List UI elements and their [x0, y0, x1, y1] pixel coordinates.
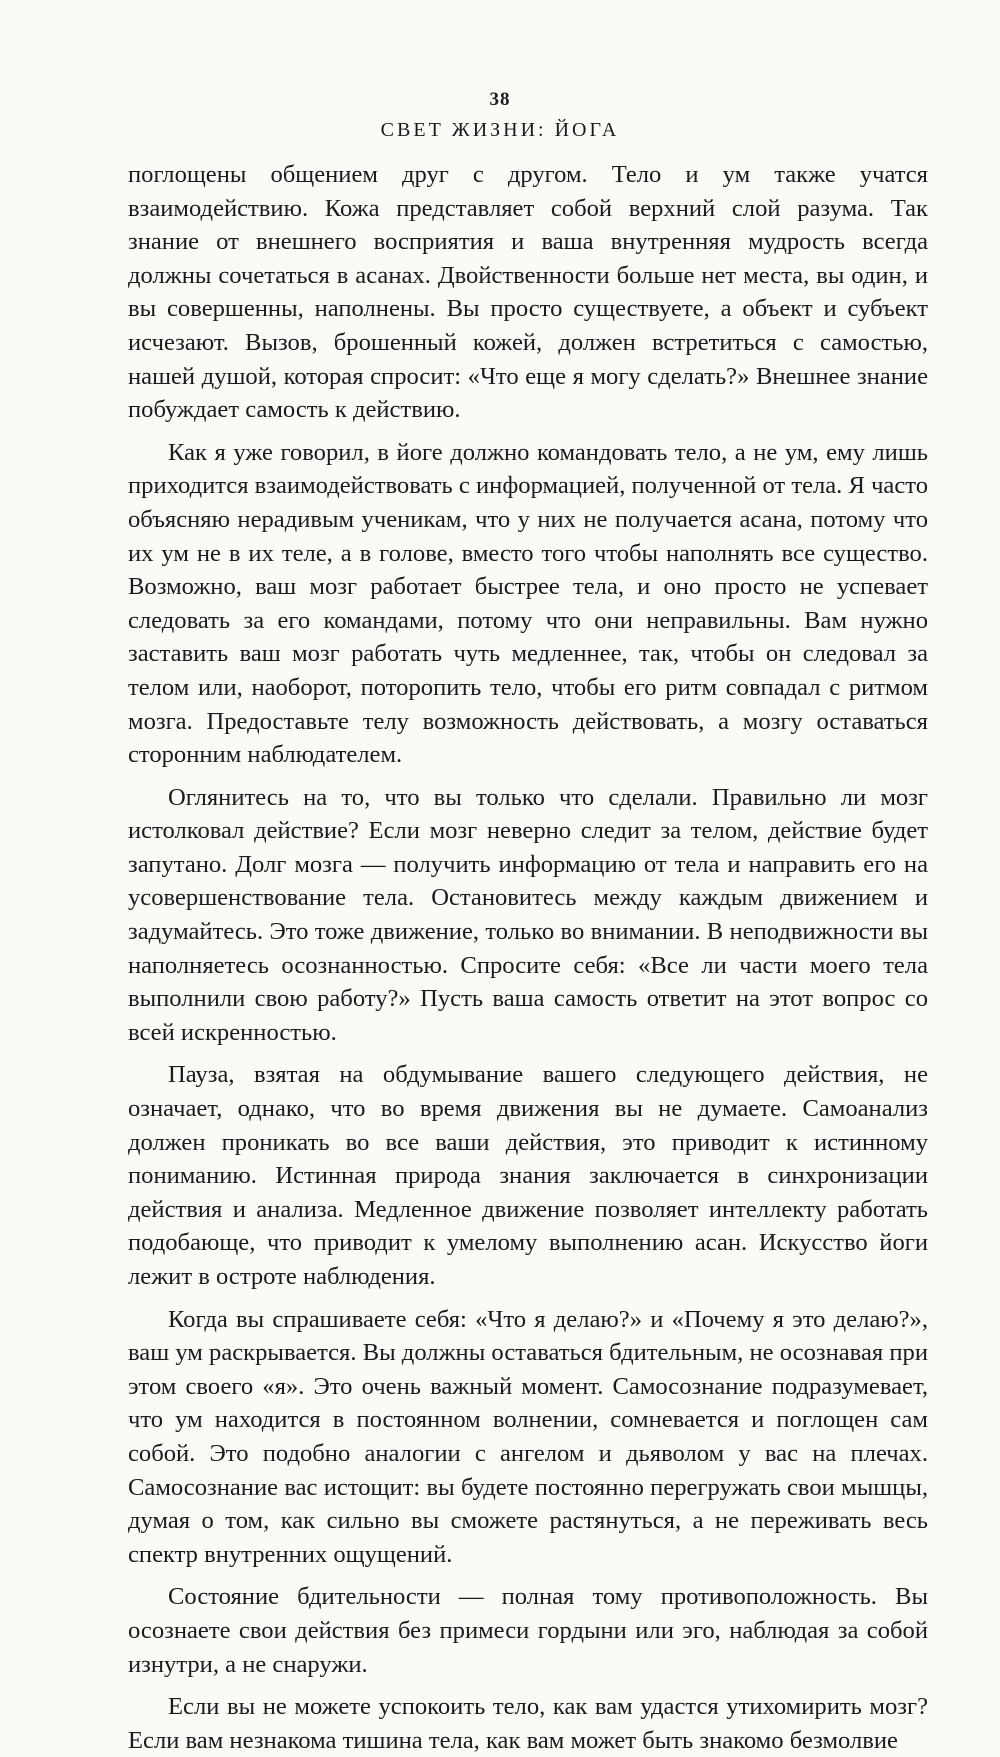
- paragraph-6: Состояние бдительности — полная тому противоположность. Вы осознаете свои действия без примеси гордыни или эго, наблюдая за собой изнутри, а не снаружи.: [128, 1583, 928, 1678]
- body-text: [128, 158, 928, 1757]
- page-header: [0, 86, 1000, 144]
- paragraph-5: Когда вы спрашиваете себя: «Что я делаю?» и «Почему я это делаю?», ваш ум раскрывается. Вы должны оставаться бдительным, не осознавая при этом своего «я». Это очень важный момент. Самосознание подразумевает, что ум находится в постоянном волнении, сомневается и поглощен сам собой. Это подобно аналогии с ангелом и дьяволом у вас на плечах. Самосознание вас истощит: вы будете постоянно перегружать свои мышцы, думая о том, как сильно вы сможете растянуться, а не переживать весь спектр внутренних ощущений.: [128, 1305, 928, 1568]
- paragraph-4: Пауза, взятая на обдумывание вашего следующего действия, не означает, однако, что во время движения вы не думаете. Самоанализ должен проникать во все ваши действия, это приводит к истинному пониманию. Истинная природа знания заключается в синхронизации действия и анализа. Медленное движение позволяет интеллекту работать подобающе, что приводит к умелому выполнению асан. Искусство йоги лежит в остроте наблюдения.: [128, 1061, 928, 1290]
- paragraph-1: поглощены общением друг с другом. Тело и ум также учатся взаимодействию. Кожа представляет собой верхний слой разума. Так знание от внешнего восприятия и ваша внутренняя мудрость всегда должны сочетаться в асанах. Двойственности больше нет места, вы один, и вы совершенны, наполнены. Вы просто существуете, а объект и субъект исчезают. Вызов, брошенный кожей, должен встретиться с самостью, нашей душой, которая спросит: «Что еще я могу сделать?» Внешнее знание побуждает самость к действию.: [128, 161, 928, 424]
- paragraph-2: Как я уже говорил, в йоге должно командовать тело, а не ум, ему лишь приходится взаимодействовать с информацией, полученной от тела. Я часто объясняю нерадивым ученикам, что у них не получается асана, потому что их ум не в их теле, а в голове, вместо того чтобы наполнять все существо. Возможно, ваш мозг работает быстрее тела, и оно просто не успевает следовать за его командами, потому что они неправильны. Вам нужно заставить ваш мозг работать чуть медленнее, так, чтобы он следовал за телом или, наоборот, поторопить тело, чтобы его ритм совпадал с ритмом мозга. Предоставьте телу возможность действовать, а мозгу оставаться сторонним наблюдателем.: [128, 438, 928, 769]
- page-number: 38: [489, 89, 511, 110]
- running-title: СВЕТ ЖИЗНИ: ЙОГА: [380, 119, 620, 141]
- paragraph-7: Если вы не можете успокоить тело, как вам удастся утихомирить мозг? Если вам незнакома тишина тела, как вам может быть знакомо безмолвие: [128, 1693, 928, 1754]
- paragraph-3: Оглянитесь на то, что вы только что сделали. Правильно ли мозг истолковал действие? Если мозг неверно следит за телом, действие будет запутано. Долг мозга — получить информацию от тела и направить его на усовершенствование тела. Остановитесь между каждым движением и задумайтесь. Это тоже движение, только во внимании. В неподвижности вы наполняетесь осознанностью. Спросите себя: «Все ли части моего тела выполнили свою работу?» Пусть ваша самость ответит на этот вопрос со всей искренностью.: [128, 783, 928, 1046]
